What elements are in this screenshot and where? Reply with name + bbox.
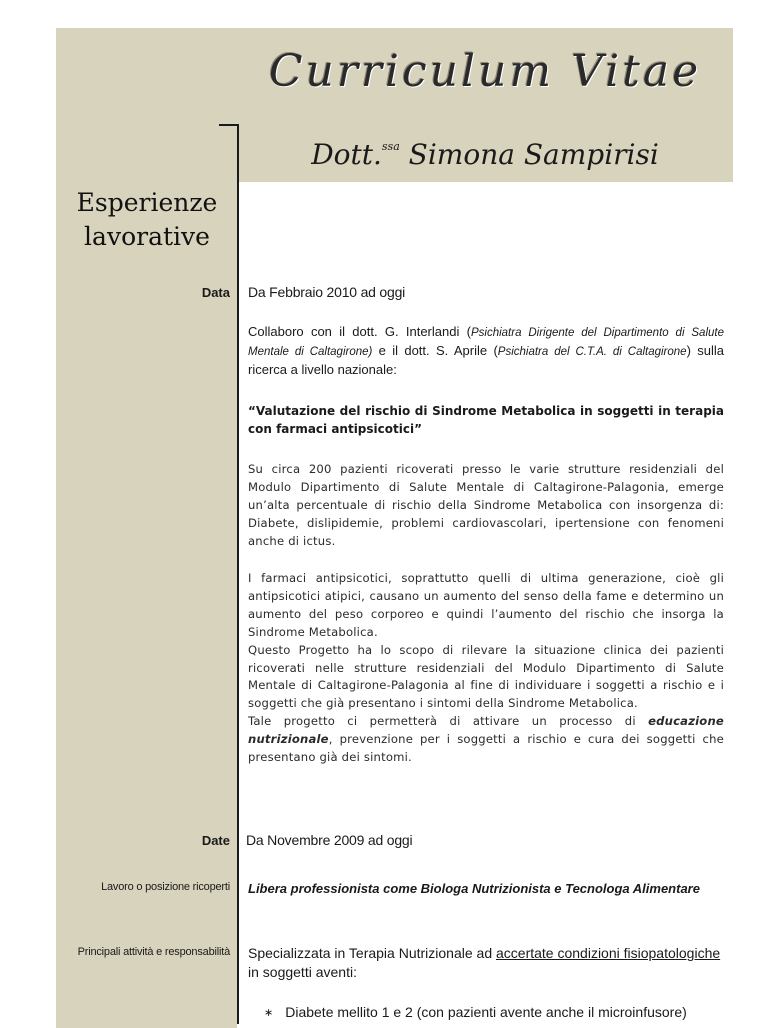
entry2-role-label: Lavoro o posizione ricoperti: [101, 881, 230, 893]
entry1-paragraph-3: Questo Progetto ha lo scopo di rilevare la situazione clinica dei pazienti ricoverati nelle strutture residenziali del Modulo Dipartimento di Salute Mentale di Caltagirone-Palagonia al fine di individuare i soggetti a rischio e i soggetti che già presentano i sintomi della Sindrome Metabolica.: [248, 642, 724, 711]
bullet-star-icon: ∗: [264, 1007, 274, 1019]
intro-text-a: Collaboro con il dott. G. Interlandi (: [248, 324, 471, 339]
entry1-paragraph-4: [248, 713, 724, 767]
entry1-intro: [248, 323, 724, 379]
author-name: [240, 138, 730, 171]
document-title: Curriculum Vitae: [268, 46, 702, 97]
para4-text-b: , prevenzione per i soggetti a rischio e cura dei soggetti che presentano già dei sintomi.: [248, 732, 724, 765]
entry1-date: Da Febbraio 2010 ad oggi: [248, 284, 406, 300]
bullet-text: Diabete mellito 1 e 2 (con pazienti avente anche il microinfusore): [285, 1004, 687, 1020]
intro-em-1: Psichiatra Dirigente del Dipartimento di Salute Mentale di Caltagirone): [248, 327, 724, 358]
intro-text-c: ) sulla ricerca a livello nazionale:: [248, 343, 724, 377]
entry1-paragraph-1: Su circa 200 pazienti ricoverati presso le varie strutture residenziali del Modulo Dipartimento di Salute Mentale di Caltagirone-Palagonia, emerge un’alta percentuale di rischio della Sindrome Metabolica con insorgenza di: Diabete, dislipidemie, problemi cardiovascolari, ipertensione con fenomeni anche di ictus.: [248, 462, 724, 548]
entry1-date-label: Data: [201, 285, 230, 300]
section-title-line2: lavorative: [84, 222, 210, 251]
entry2-resp-label: Principali attività e responsabilità: [77, 946, 230, 958]
section-title-line1: Esperienze: [76, 188, 218, 217]
section-title: [62, 186, 232, 254]
name-prefix: Dott.: [311, 138, 382, 171]
divider-tick: [219, 124, 238, 126]
intro-text-b: e il dott. S. Aprile (: [372, 343, 498, 358]
name-prefix-sup: ssa: [381, 140, 400, 153]
intro-em-2: Psichiatra del C.T.A. di Caltagirone: [497, 346, 687, 358]
entry1-project-title: “Valutazione del rischio di Sindrome Metabolica in soggetti in terapia con farmaci antipsicotici”: [248, 404, 724, 436]
entry2-date: Da Novembre 2009 ad oggi: [246, 832, 413, 848]
entry1-paragraph-2: I farmaci antipsicotici, soprattutto quelli di ultima generazione, cioè gli antipsicotici atipici, causano un aumento del senso della fame e determino un aumento del peso corporeo e quindi l’aumento del rischio che insorga la Sindrome Metabolica.: [248, 571, 724, 639]
entry2-role: Libera professionista come Biologa Nutrizionista e Tecnologa Alimentare: [248, 881, 700, 896]
left-sidebar: [56, 28, 237, 1028]
resp-underlined: accertate condizioni fisiopatologiche: [496, 945, 721, 961]
para4-text-a: Tale progetto ci permetterà di attivare un processo di: [248, 714, 649, 729]
para4-em: educazione nutrizionale: [248, 714, 724, 747]
list-item: [264, 1004, 687, 1020]
resp-text-a: Specializzata in Terapia Nutrizionale ad: [248, 945, 496, 961]
name-text: Simona Sampirisi: [408, 138, 659, 171]
entry1-paragraph-block: [248, 570, 724, 767]
resp-text-b: in soggetti aventi:: [248, 964, 357, 980]
entry2-date-label: Date: [201, 833, 230, 848]
entry2-responsibilities: [248, 944, 724, 982]
vertical-divider: [237, 124, 239, 1024]
